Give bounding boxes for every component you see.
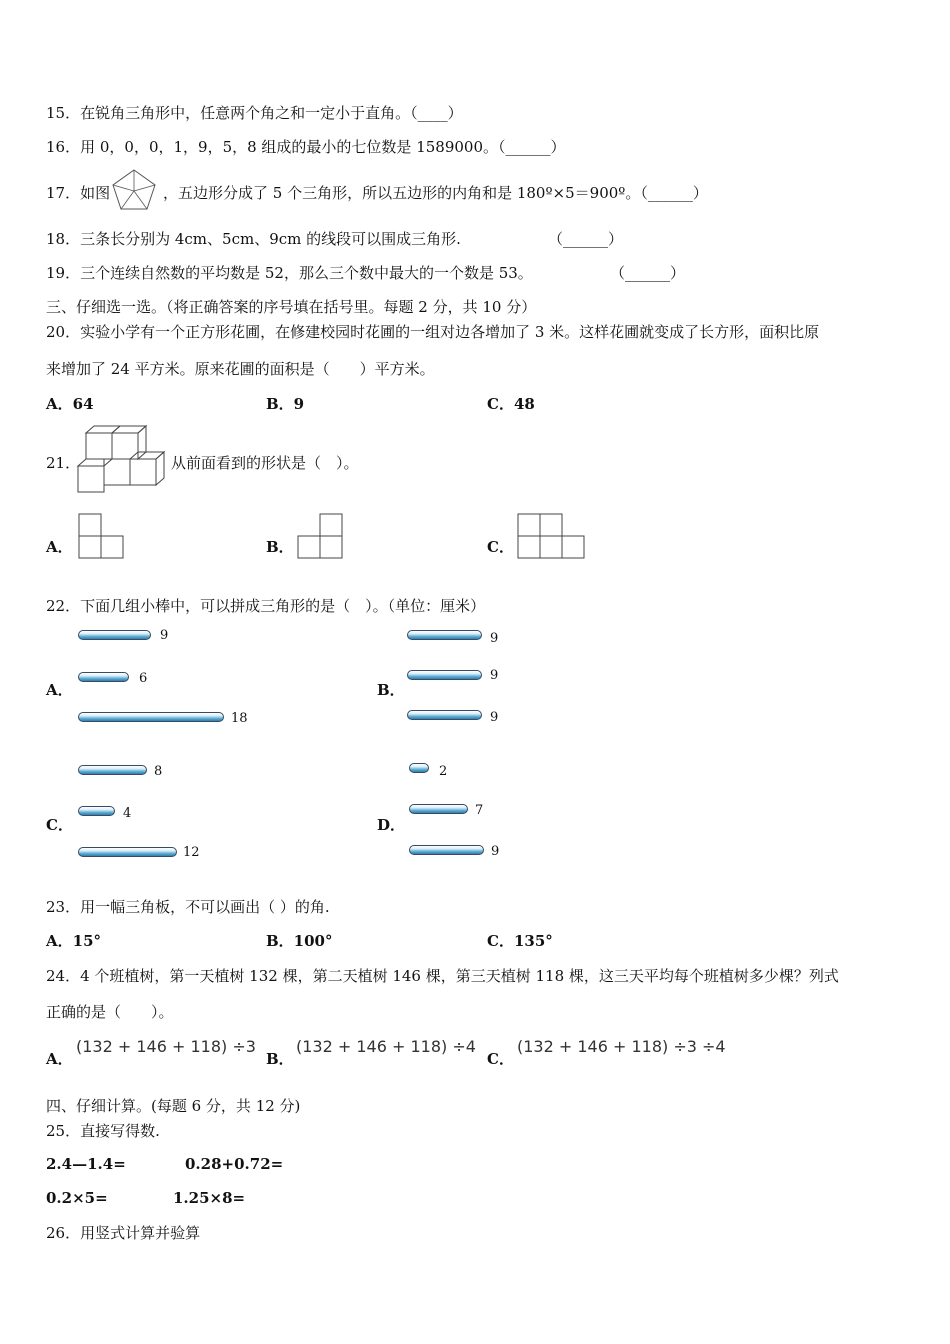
stick-a3 [78,712,224,722]
q23-option-a: A．15° [46,932,102,950]
question-17-prefix: 17．如图 [46,184,111,202]
stick-d3 [409,845,484,855]
section-4-heading: 四、仔细计算。(每题 6 分，共 12 分) [46,1097,301,1115]
cube-stack-figure [76,424,172,496]
stick-a3-label: 18 [231,711,248,726]
question-23: 23．用一幅三角板，不可以画出（ ）的角. [46,898,330,916]
q21-view-b-shape [297,513,343,559]
question-20-line1: 20．实验小学有一个正方形花圃，在修建校园时花圃的一组对边各增加了 3 米。这样花圃就变成了长方形，面积比原 [46,323,820,341]
question-19: 19．三个连续自然数的平均数是 52，那么三个数中最大的一个数是 53。 [46,264,533,282]
question-24-line2: 正确的是（ ）。 [46,1003,174,1021]
q25-item-1: 2.4—1.4= [46,1155,126,1173]
question-15: 15．在锐角三角形中，任意两个角之和一定小于直角。（____） [46,104,463,122]
question-21-text: 从前面看到的形状是（ ）。 [171,454,359,472]
stick-b3 [407,710,482,720]
stick-c1 [78,765,147,775]
q23-option-c: C．135° [487,932,553,950]
q22-option-d: D． [377,816,406,834]
stick-a2-label: 6 [139,671,148,686]
question-22: 22．下面几组小棒中，可以拼成三角形的是（ ）。（单位：厘米） [46,597,486,615]
question-16: 16．用 0，0，0，1，9，5，8 组成的最小的七位数是 1589000。（______） [46,138,566,156]
section-3-heading: 三、仔细选一选。（将正确答案的序号填在括号里。每题 2 分，共 10 分） [46,298,537,316]
stick-b2-label: 9 [490,668,499,683]
q20-option-b: B．9 [266,395,305,413]
stick-c2 [78,806,115,816]
pentagon-figure [110,168,158,212]
q22-option-a: A． [46,681,73,699]
question-20-line2: 来增加了 24 平方米。原来花圃的面积是（ ）平方米。 [46,360,435,378]
q25-item-3: 0.2×5= [46,1189,108,1207]
stick-d1-label: 2 [439,764,448,779]
stick-b3-label: 9 [490,710,499,725]
stick-b1-label: 9 [490,631,499,646]
q22-option-c: C． [46,816,73,834]
q21-option-a: A． [46,538,73,556]
q21-view-a-shape [78,513,124,559]
question-21-prefix: 21． [46,454,81,472]
q20-option-c: C．48 [487,395,535,413]
q21-option-b: B． [266,538,294,556]
question-17-text: ，五边形分成了 5 个三角形，所以五边形的内角和是 180º×5＝900º。（______） [163,184,708,202]
q21-option-c: C． [487,538,514,556]
stick-b2 [407,670,482,680]
stick-d2-label: 7 [475,803,484,818]
stick-b1 [407,630,482,640]
stick-a1 [78,630,151,640]
question-18-blank: （______） [548,230,624,248]
q24-expression-b: (132 + 146 + 118) ÷4 [296,1037,476,1056]
q24-expression-c: (132 + 146 + 118) ÷3 ÷4 [517,1037,726,1056]
stick-a2 [78,672,129,682]
stick-d1 [409,763,429,773]
question-25: 25．直接写得数. [46,1122,160,1140]
q22-option-b: B． [377,681,405,699]
question-19-blank: （______） [610,264,686,282]
stick-d3-label: 9 [491,844,500,859]
q23-option-b: B．100° [266,932,333,950]
q24-expression-a: (132 + 146 + 118) ÷3 [76,1037,256,1056]
stick-d2 [409,804,468,814]
q24-option-a: A． [46,1050,73,1068]
q24-option-c: C． [487,1050,514,1068]
q24-option-b: B． [266,1050,294,1068]
question-24-line1: 24．4 个班植树，第一天植树 132 棵，第二天植树 146 棵，第三天植树 118 棵，这三天平均每个班植树多少棵？列式 [46,967,839,985]
question-26: 26．用竖式计算并验算 [46,1224,201,1242]
stick-a1-label: 9 [160,628,169,643]
q25-item-4: 1.25×8= [173,1189,246,1207]
q20-option-a: A．64 [46,395,94,413]
question-18: 18．三条长分别为 4cm、5cm、9cm 的线段可以围成三角形. [46,230,461,248]
q21-view-c-shape [517,513,585,559]
stick-c3 [78,847,177,857]
q25-item-2: 0.28+0.72= [185,1155,284,1173]
stick-c3-label: 12 [183,845,200,860]
stick-c2-label: 4 [123,806,132,821]
stick-c1-label: 8 [154,764,163,779]
